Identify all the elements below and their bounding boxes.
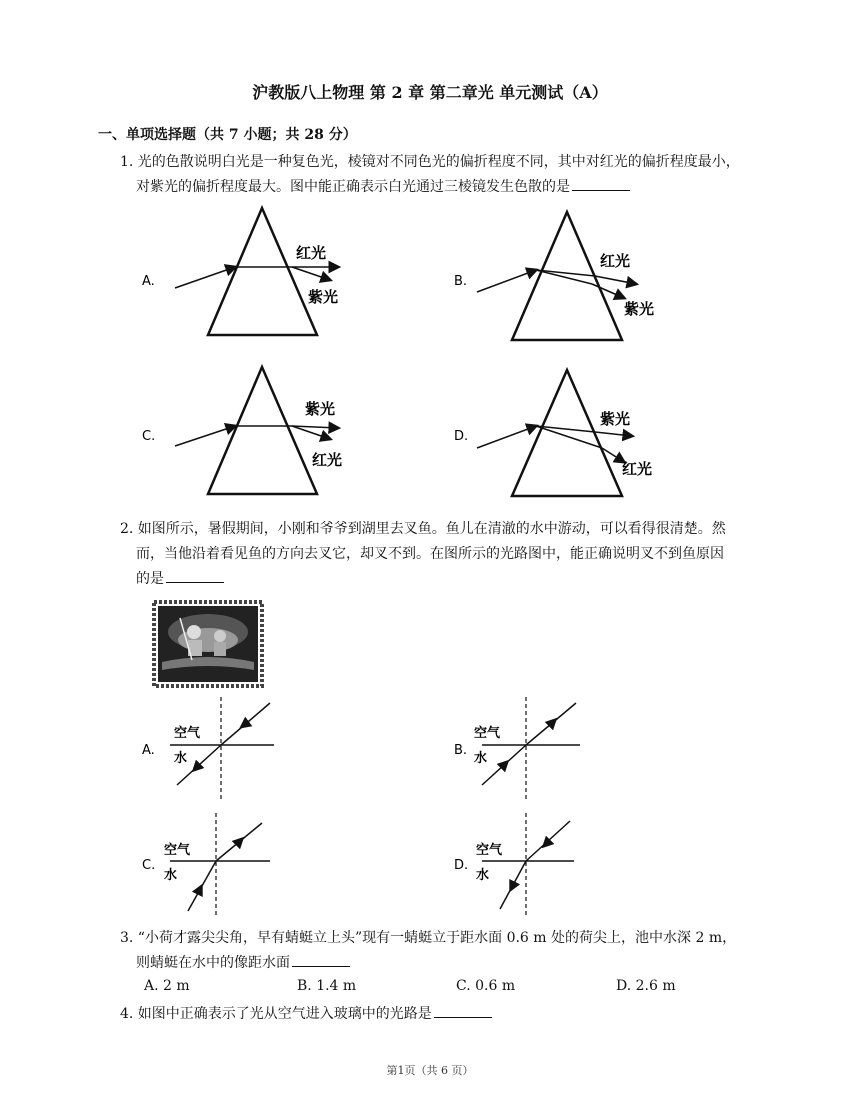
question-1-line-1: 1. 光的色散说明白光是一种复色光，棱镜对不同色光的偏折程度不同，其中对红光的偏折程度最小， xyxy=(120,154,740,170)
option-b-label: B. xyxy=(454,274,468,289)
answer-blank xyxy=(166,568,224,583)
choice-d[interactable]: D. 2.6 m xyxy=(616,978,676,994)
refraction-option-c xyxy=(142,813,270,915)
choice-b[interactable]: B. 1.4 m xyxy=(297,978,357,994)
refraction-option-a xyxy=(142,697,274,799)
question-2-line-3 xyxy=(136,567,224,592)
fishing-illustration xyxy=(152,600,264,688)
violet-light-label-a: 紫光 xyxy=(308,288,339,306)
question-1-text: 对紫光的偏折程度最大。图中能正确表示白光通过三棱镜发生色散的是 xyxy=(136,179,570,195)
refraction-option-b xyxy=(454,697,580,799)
prism-option-b xyxy=(454,212,654,340)
page-footer: 第1页（共 6 页） xyxy=(386,1064,474,1077)
choice-c[interactable]: C. 0.6 m xyxy=(456,978,516,994)
question-4-line-1 xyxy=(120,1002,492,1027)
question-2-line-2: 而，当他沿着看见鱼的方向去叉它，却叉不到。在图所示的光路图中，能正确说明叉不到鱼原因 xyxy=(136,546,724,562)
answer-blank xyxy=(434,1003,492,1018)
red-light-label-d: 红光 xyxy=(622,460,653,478)
violet-light-label-c: 紫光 xyxy=(305,400,336,418)
refraction-figures xyxy=(140,695,620,925)
prism-option-a xyxy=(142,208,338,335)
option-c-label: C. xyxy=(142,858,156,873)
section-heading: 一、单项选择题（共 7 小题；共 28 分） xyxy=(98,127,357,143)
page-title: 沪教版八上物理 第 2 章 第二章光 单元测试（A） xyxy=(252,83,608,102)
option-d-label: D. xyxy=(454,429,469,444)
question-3-line-1: 3. “小荷才露尖尖角，早有蜻蜓立上头”现有一蜻蜓立于距水面 0.6 m 处的荷尖上，池中水深 2 m， xyxy=(120,930,737,946)
option-a-label: A. xyxy=(142,743,155,758)
question-4-text: 4. 如图中正确表示了光从空气进入玻璃中的光路是 xyxy=(120,1006,432,1022)
prism-figures xyxy=(140,200,700,500)
red-light-label-b: 红光 xyxy=(600,252,631,270)
question-1-line-2 xyxy=(136,175,630,200)
water-label-d: 水 xyxy=(476,868,490,883)
red-light-label-a: 红光 xyxy=(296,244,327,262)
question-2-text: 的是 xyxy=(136,571,164,587)
violet-light-label-b: 紫光 xyxy=(624,300,655,318)
refraction-option-d xyxy=(454,813,574,915)
air-label-d: 空气 xyxy=(476,843,503,858)
air-label-a: 空气 xyxy=(174,726,201,741)
question-3-line-2 xyxy=(136,951,350,976)
water-label-c: 水 xyxy=(164,868,178,883)
choice-a[interactable]: A. 2 m xyxy=(144,978,190,994)
option-d-label: D. xyxy=(454,858,469,873)
water-label-a: 水 xyxy=(174,751,188,766)
prism-option-c xyxy=(142,367,342,494)
question-3-text: 则蜻蜓在水中的像距水面 xyxy=(136,955,290,971)
prism-option-d xyxy=(454,370,652,496)
option-a-label: A. xyxy=(142,274,155,289)
water-label-b: 水 xyxy=(474,751,488,766)
air-label-b: 空气 xyxy=(474,726,501,741)
answer-blank xyxy=(572,176,630,191)
option-c-label: C. xyxy=(142,429,156,444)
question-2-line-1: 2. 如图所示，暑假期间，小刚和爷爷到湖里去叉鱼。鱼儿在清澈的水中游动，可以看得很清楚。然 xyxy=(120,521,726,537)
air-label-c: 空气 xyxy=(164,843,191,858)
answer-blank xyxy=(292,952,350,967)
option-b-label: B. xyxy=(454,743,468,758)
red-light-label-c: 红光 xyxy=(312,451,343,469)
violet-light-label-d: 紫光 xyxy=(600,410,631,428)
